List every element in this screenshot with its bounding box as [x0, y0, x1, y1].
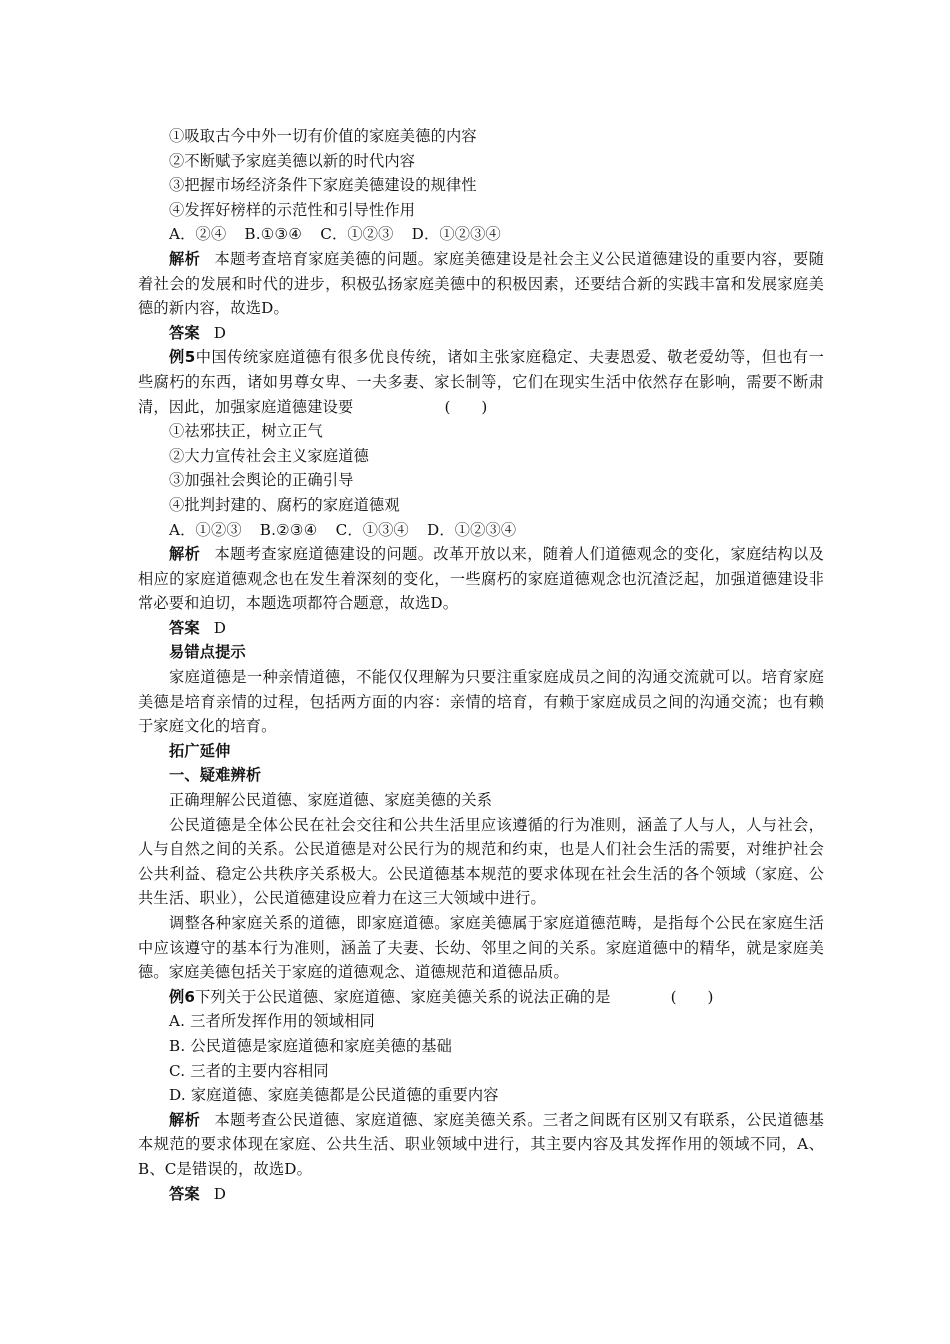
- q6-label: 例6: [169, 987, 196, 1006]
- q6-stem: [138, 985, 824, 1010]
- q5-answer-label: 答案: [169, 618, 200, 637]
- document-page: [138, 124, 824, 1206]
- q4-choice-c: C．①②③: [320, 225, 394, 244]
- q5-item-2: ②大力宣传社会主义家庭道德: [169, 446, 370, 465]
- extension-subheading: 一、疑难辨析: [169, 766, 262, 785]
- q6-answer: [138, 1182, 824, 1207]
- q6-option-c: C. 三者的主要内容相同: [169, 1061, 329, 1080]
- q6-bracket: ( ): [670, 987, 714, 1006]
- q4-answer-value: D: [213, 323, 227, 342]
- error-tip-text: 家庭道德是一种亲情道德，不能仅仅理解为只要注重家庭成员之间的沟通交流就可以。培育家庭美德是培育亲情的过程，包括两方面的内容：亲情的培育，有赖于家庭成员之间的沟通交流；也有赖于家庭文化的培育。: [138, 668, 824, 736]
- q5-item-1: ①祛邪扶正，树立正气: [169, 422, 323, 441]
- q4-answer: [138, 321, 824, 346]
- q6-analysis-text: 本题考查公民道德、家庭道德、家庭美德关系。三者之间既有区别又有联系，公民道德基本规范的要求体现在家庭、公共生活、职业领域中进行，其主要内容及其发挥作用的领域不同，A、B、C是错误的，故选D。: [138, 1110, 824, 1178]
- q6-stem-text: 下列关于公民道德、家庭道德、家庭美德关系的说法正确的是: [195, 987, 611, 1006]
- q5-bracket: ( ): [444, 397, 488, 416]
- q5-stem-text: 中国传统家庭道德有很多优良传统，诸如主张家庭稳定、夫妻恩爱、敬老爱幼等，但也有一些腐朽的东西，诸如男尊女卑、一夫多妻、家长制等，它们在现实生活中依然存在影响，需要不断肃清，因此，加强家庭道德建设要: [138, 348, 825, 416]
- extension-paragraph-1: 公民道德是全体公民在社会交往和公共生活里应该遵循的行为准则，涵盖了人与人，人与社会，人与自然之间的关系。公民道德是对公民行为的规范和约束，也是人们社会生活的需要，对维护社会公共利益、稳定公共秩序关系极大。公民道德基本规范的要求体现在社会生活的各个领域（家庭、公共生活、职业），公民道德建设应着力在这三大领域中进行。: [138, 815, 824, 908]
- q5-label: 例5: [169, 348, 196, 367]
- q4-item-4: ④发挥好榜样的示范性和引导性作用: [169, 200, 416, 219]
- q4-choice-d: D．①②③④: [411, 225, 501, 244]
- extension-paragraph-2: 调整各种家庭关系的道德，即家庭道德。家庭美德属于家庭道德范畴，是指每个公民在家庭生活中应该遵守的基本行为准则，涵盖了夫妻、长幼、邻里之间的关系。家庭道德中的精华，就是家庭美德。家庭美德包括关于家庭的道德观念、道德规范和道德品质。: [138, 914, 824, 982]
- q5-answer-value: D: [213, 618, 227, 637]
- extension-topic: 正确理解公民道德、家庭道德、家庭美德的关系: [169, 791, 493, 810]
- q4-analysis-text: 本题考查培育家庭美德的问题。家庭美德建设是社会主义公民道德建设的重要内容，要随着社会的发展和时代的进步，积极弘扬家庭美德中的积极因素，还要结合新的实践丰富和发展家庭美德的新内容，故选D。: [138, 249, 824, 318]
- q6-answer-label: 答案: [169, 1184, 200, 1203]
- q5-analysis: [138, 542, 824, 616]
- q5-stem: [138, 345, 824, 419]
- q5-choice-c: C．①③④: [335, 520, 409, 539]
- q6-option-b: B. 公民道德是家庭道德和家庭美德的基础: [169, 1036, 453, 1055]
- q4-choice-a: A．②④: [169, 225, 227, 244]
- q6-analysis-label: 解析: [169, 1110, 201, 1129]
- q5-choice-d: D．①②③④: [426, 520, 517, 539]
- q5-item-3: ③加强社会舆论的正确引导: [169, 471, 354, 490]
- q6-answer-value: D: [213, 1184, 227, 1203]
- q4-item-2: ②不断赋予家庭美德以新的时代内容: [169, 151, 416, 170]
- q6-option-d: D. 家庭道德、家庭美德都是公民道德的重要内容: [169, 1086, 499, 1105]
- error-tip-heading: 易错点提示: [169, 643, 246, 662]
- q4-answer-label: 答案: [169, 323, 200, 342]
- q5-choice-a: A．①②③: [169, 520, 242, 539]
- q6-analysis: [138, 1108, 824, 1182]
- q5-analysis-label: 解析: [169, 545, 201, 564]
- q5-choices: [138, 518, 824, 543]
- q4-analysis-label: 解析: [169, 249, 201, 268]
- q5-choice-b: B.②③④: [259, 520, 318, 539]
- q5-answer: [138, 616, 824, 641]
- q5-item-4: ④批判封建的、腐朽的家庭道德观: [169, 495, 400, 514]
- q4-choices: [138, 222, 824, 247]
- q6-option-a: A. 三者所发挥作用的领域相同: [169, 1012, 375, 1031]
- q5-analysis-text: 本题考查家庭道德建设的问题。改革开放以来，随着人们道德观念的变化，家庭结构以及相应的家庭道德观念也在发生着深刻的变化，一些腐朽的家庭道德观念也沉渣泛起，加强道德建设非常必要和迫切，本题选项都符合题意，故选D。: [138, 545, 824, 613]
- q4-choice-b: B.①③④: [244, 225, 303, 244]
- q4-item-3: ③把握市场经济条件下家庭美德建设的规律性: [169, 176, 477, 195]
- q4-analysis: [138, 247, 824, 321]
- q4-item-1: ①吸取古今中外一切有价值的家庭美德的内容: [169, 127, 477, 145]
- extension-heading: 拓广延伸: [169, 741, 231, 760]
